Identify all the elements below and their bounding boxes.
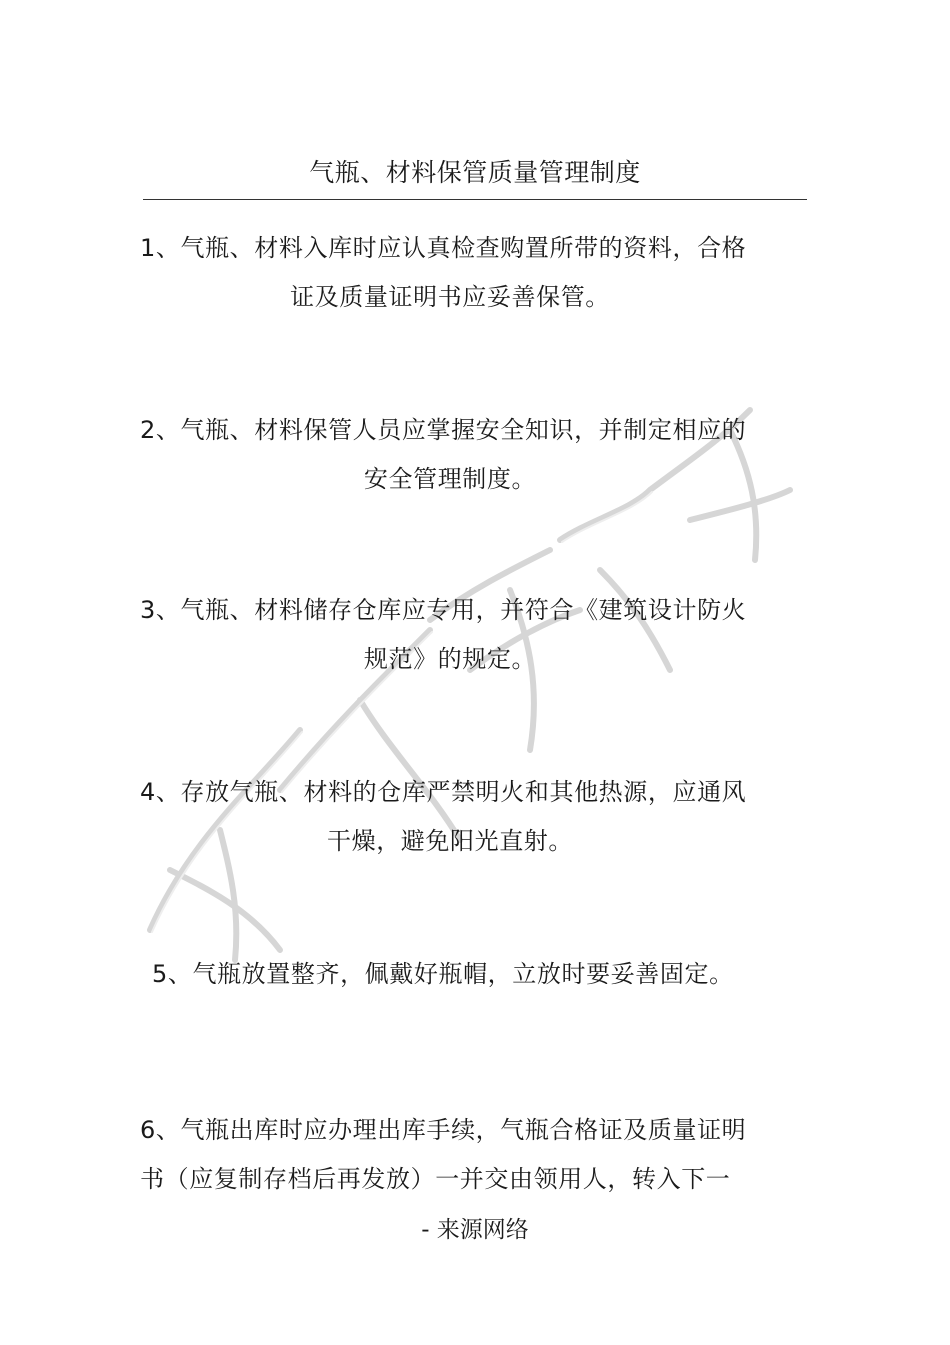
paragraph-6 — [140, 1106, 760, 1204]
paragraph-line: 证及质量证明书应妥善保管。 — [290, 283, 610, 311]
paragraph-4 — [140, 768, 760, 866]
paragraph-line: 4、存放气瓶、材料的仓库严禁明火和其他热源，应通风 — [140, 778, 747, 806]
page-footer: - 来源网络 — [421, 1217, 529, 1243]
paragraph-1 — [140, 224, 760, 322]
paragraph-line: 6、气瓶出库时应办理出库手续，气瓶合格证及质量证明 — [140, 1116, 747, 1144]
paragraph-line: 规范》的规定。 — [363, 645, 537, 673]
paragraph-line: 书（应复制存档后再发放）一并交由领用人，转入下一 — [140, 1165, 731, 1193]
paragraph-line: 2、气瓶、材料保管人员应掌握安全知识，并制定相应的 — [140, 416, 747, 444]
paragraph-line: 干燥，避免阳光直射。 — [327, 827, 573, 855]
paragraph-3 — [140, 586, 760, 684]
document-title: 气瓶、材料保管质量管理制度 — [309, 158, 641, 187]
paragraph-line: 1、气瓶、材料入库时应认真检查购置所带的资料，合格 — [140, 234, 747, 262]
title-divider — [143, 199, 807, 200]
paragraph-line: 5、气瓶放置整齐，佩戴好瓶帽，立放时要妥善固定。 — [152, 960, 734, 988]
paragraph-line: 3、气瓶、材料储存仓库应专用，并符合《建筑设计防火 — [140, 596, 747, 624]
paragraph-2 — [140, 406, 760, 504]
paragraph-line: 安全管理制度。 — [363, 465, 537, 493]
paragraph-5 — [152, 950, 772, 999]
